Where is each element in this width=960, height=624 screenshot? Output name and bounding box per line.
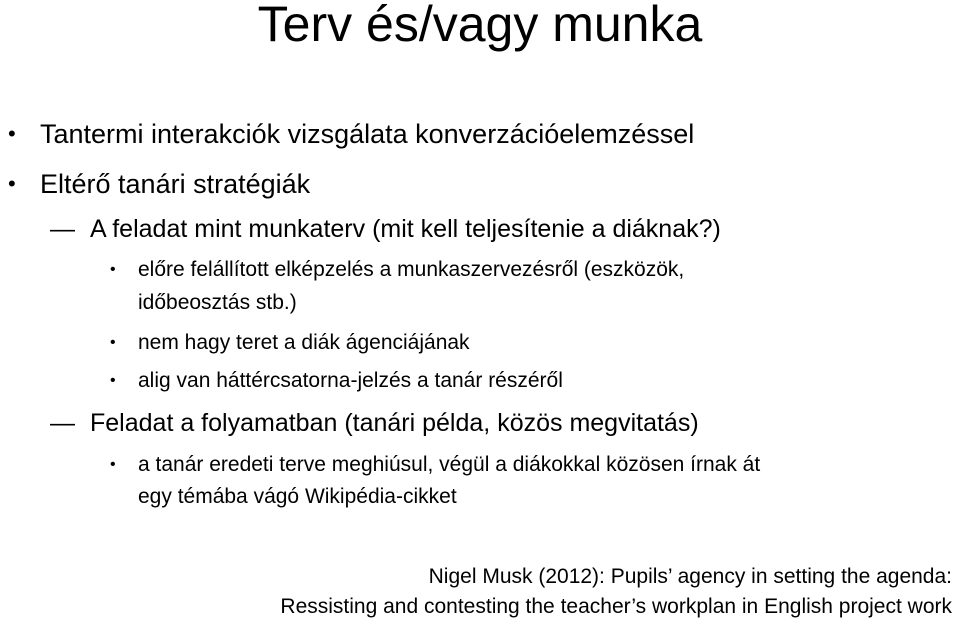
bullet-item: Tantermi interakciók vizsgálata konverzációelemzéssel — [40, 119, 695, 149]
sub-point-continuation: egy témába vágó Wikipédia-cikket — [138, 485, 457, 508]
sub-point-continuation: időbeosztás stb.) — [138, 291, 297, 314]
sub-point: nem hagy teret a diák ágenciájának — [138, 331, 470, 354]
reference-line: Ressisting and contesting the teacher’s workplan in English project work — [280, 595, 952, 618]
sub-point: alig van háttércsatorna-jelzés a tanár részéről — [138, 369, 563, 392]
sub-point: a tanár eredeti terve meghiúsul, végül a diákokkal közösen írnak át — [138, 453, 761, 476]
bullet-item: Eltérő tanári stratégiák — [40, 169, 311, 199]
dash-icon: — — [50, 409, 75, 437]
sub-point: előre felállított elképzelés a munkaszervezésről (eszközök, — [138, 258, 685, 281]
bullet-icon: • — [110, 456, 116, 473]
bullet-icon: • — [110, 261, 116, 278]
dash-icon: — — [50, 215, 75, 243]
slide-title: Terv és/vagy munka — [257, 0, 703, 52]
bullet-icon: • — [8, 121, 16, 146]
bullet-icon: • — [110, 372, 116, 389]
sub-item: Feladat a folyamatban (tanári példa, közös megvitatás) — [90, 409, 699, 437]
reference-line: Nigel Musk (2012): Pupils’ agency in setting the agenda: — [428, 565, 952, 588]
sub-item: A feladat mint munkaterv (mit kell teljesítenie a diáknak?) — [90, 215, 721, 243]
bullet-icon: • — [110, 334, 116, 351]
bullet-icon: • — [8, 171, 16, 196]
